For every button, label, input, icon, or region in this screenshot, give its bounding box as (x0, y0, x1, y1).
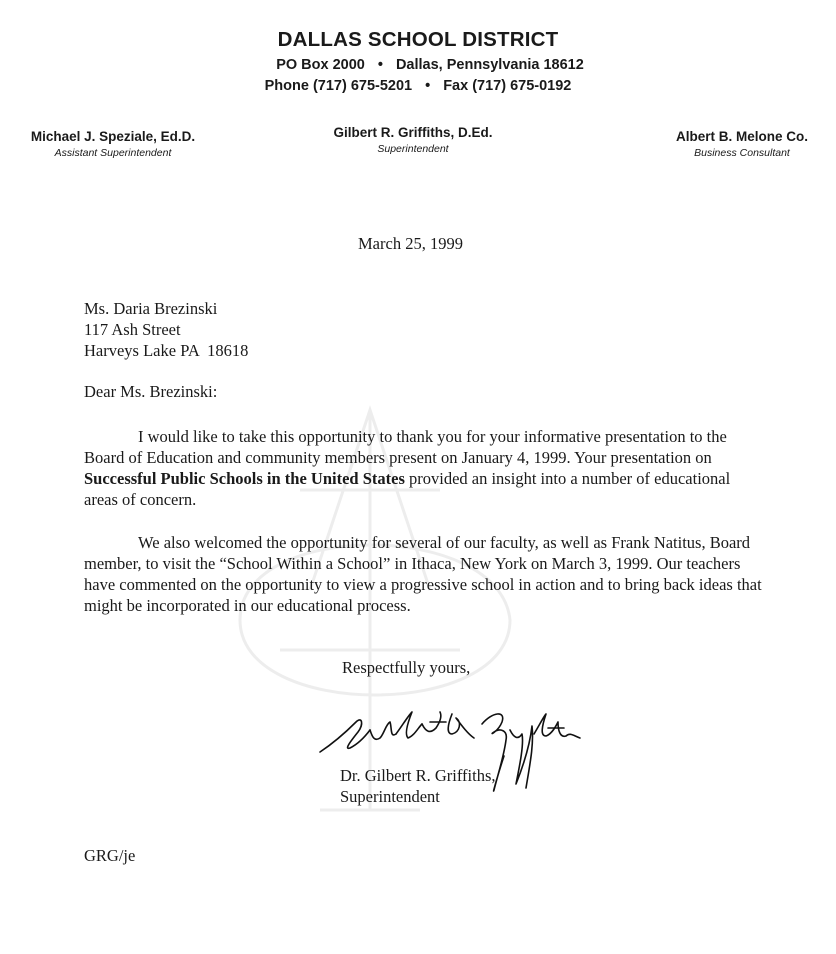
body-paragraph-2 (84, 532, 764, 616)
po-box: PO Box 2000 (276, 57, 365, 73)
closing: Respectfully yours, (342, 658, 471, 677)
officer-name: Gilbert R. Griffiths, D.Ed. (333, 125, 493, 140)
officer-superintendent (318, 125, 508, 155)
officer-business-consultant (652, 129, 832, 159)
district-address-line (12, 57, 836, 73)
district-name: DALLAS SCHOOL DISTRICT (277, 28, 559, 51)
officer-title: Business Consultant (694, 147, 790, 159)
officer-assistant-superintendent (18, 129, 208, 159)
paragraph-text: I would like to take this opportunity to thank you for your informative presentation to the Board of Education and community members present on January 4, 1999. Your presentation on (84, 427, 727, 467)
recipient-street: 117 Ash Street (84, 320, 181, 339)
officer-name: Albert B. Melone Co. (675, 129, 808, 144)
body-paragraph-1 (84, 426, 764, 510)
presentation-title: Successful Public Schools in the United States (84, 469, 405, 488)
reference-initials: GRG/je (84, 846, 136, 865)
salutation: Dear Ms. Brezinski: (84, 382, 218, 401)
officer-name: Michael J. Speziale, Ed.D. (30, 129, 196, 144)
recipient-name: Ms. Daria Brezinski (84, 299, 218, 318)
city-state: Dallas, Pennsylvania 18612 (395, 57, 584, 73)
signer-title: Superintendent (340, 787, 440, 806)
district-contact-line (0, 78, 836, 94)
paragraph-text: We also welcomed the opportunity for several of our faculty, as well as Frank Natitus, Board member, to visit the “School Within a School” in Ithaca, New York on March 3, 1999. Our teachers have commented on the opportunity to view a progressive school in action and to bring back ideas that might be incorporated in our educational process. (84, 533, 762, 615)
separator-dot: • (425, 78, 431, 94)
officer-title: Assistant Superintendent (54, 147, 172, 159)
phone-number: Phone (717) 675-5201 (264, 78, 413, 94)
fax-number: Fax (717) 675-0192 (443, 78, 572, 94)
separator-dot: • (377, 57, 383, 73)
signer-name: Dr. Gilbert R. Griffiths, (340, 766, 496, 785)
officer-title: Superintendent (377, 143, 449, 155)
letter-date: March 25, 1999 (358, 234, 463, 253)
paragraph-text: provided an insight into a number of educational areas of concern. (84, 469, 731, 509)
recipient-address (84, 298, 248, 361)
recipient-city: Harveys Lake PA 18618 (84, 341, 249, 360)
